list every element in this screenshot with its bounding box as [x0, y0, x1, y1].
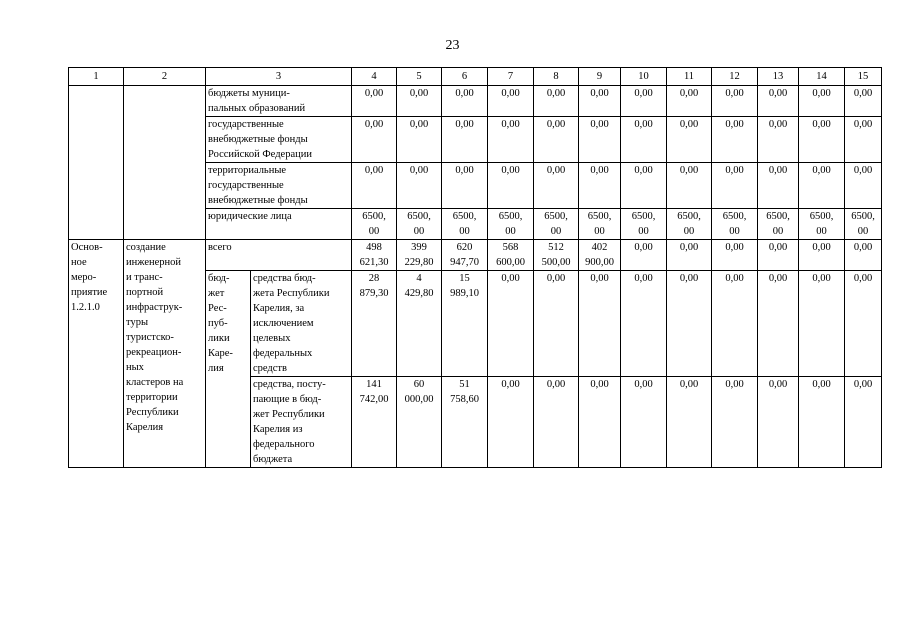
header-cell: 1	[69, 68, 124, 86]
value-cell: 620 947,70	[442, 240, 488, 271]
header-cell: 7	[488, 68, 534, 86]
total-label: всего	[206, 240, 352, 271]
value-cell: 6500, 00	[534, 209, 579, 240]
value-cell: 0,00	[442, 117, 488, 163]
header-cell: 11	[667, 68, 712, 86]
row-total	[69, 240, 882, 271]
value-cell: 0,00	[799, 377, 845, 468]
value-cell: 0,00	[799, 240, 845, 271]
value-cell: 0,00	[579, 271, 621, 377]
value-cell: 0,00	[758, 240, 799, 271]
value-cell: 0,00	[712, 377, 758, 468]
value-cell: 0,00	[534, 163, 579, 209]
source-label: бюджеты муници- пальных образований	[206, 86, 352, 117]
header-cell: 15	[845, 68, 882, 86]
value-cell: 0,00	[667, 240, 712, 271]
value-cell: 0,00	[352, 163, 397, 209]
value-cell: 0,00	[758, 271, 799, 377]
empty-cell	[69, 86, 124, 240]
header-cell: 5	[397, 68, 442, 86]
value-cell: 0,00	[667, 86, 712, 117]
value-cell: 6500, 00	[442, 209, 488, 240]
header-cell: 6	[442, 68, 488, 86]
header-cell: 2	[124, 68, 206, 86]
value-cell: 0,00	[579, 377, 621, 468]
header-cell: 8	[534, 68, 579, 86]
value-cell: 0,00	[534, 271, 579, 377]
value-cell: 0,00	[621, 86, 667, 117]
empty-cell	[124, 86, 206, 240]
value-cell: 0,00	[579, 117, 621, 163]
value-cell: 0,00	[621, 240, 667, 271]
value-cell: 6500, 00	[758, 209, 799, 240]
value-cell: 0,00	[488, 163, 534, 209]
value-cell: 0,00	[397, 86, 442, 117]
row-municipal	[69, 86, 882, 117]
value-cell: 0,00	[712, 240, 758, 271]
value-cell: 0,00	[667, 163, 712, 209]
value-cell: 0,00	[534, 377, 579, 468]
value-cell: 0,00	[352, 117, 397, 163]
value-cell: 0,00	[621, 377, 667, 468]
value-cell: 0,00	[397, 117, 442, 163]
value-cell: 0,00	[352, 86, 397, 117]
source-label: государственные внебюджетные фонды Российской Федерации	[206, 117, 352, 163]
value-cell: 0,00	[579, 163, 621, 209]
value-cell: 0,00	[712, 271, 758, 377]
value-cell: 6500, 00	[799, 209, 845, 240]
value-cell: 6500, 00	[397, 209, 442, 240]
value-cell: 0,00	[845, 240, 882, 271]
value-cell: 0,00	[488, 377, 534, 468]
value-cell: 0,00	[758, 117, 799, 163]
value-cell: 0,00	[621, 163, 667, 209]
value-cell: 399 229,80	[397, 240, 442, 271]
value-cell: 0,00	[845, 117, 882, 163]
value-cell: 141 742,00	[352, 377, 397, 468]
value-cell: 6500, 00	[845, 209, 882, 240]
value-cell: 0,00	[799, 163, 845, 209]
value-cell: 0,00	[758, 163, 799, 209]
source-label: территориальные государственные внебюджетные фонды	[206, 163, 352, 209]
value-cell: 0,00	[758, 86, 799, 117]
value-cell: 60 000,00	[397, 377, 442, 468]
activity-code: Основ- ное меро- приятие 1.2.1.0	[69, 240, 124, 468]
value-cell: 0,00	[667, 271, 712, 377]
source-label: средства, посту- пающие в бюд- жет Республики Карелия из федерального бюджета	[251, 377, 352, 468]
value-cell: 402 900,00	[579, 240, 621, 271]
value-cell: 0,00	[799, 271, 845, 377]
value-cell: 0,00	[667, 117, 712, 163]
value-cell: 0,00	[488, 271, 534, 377]
value-cell: 6500, 00	[712, 209, 758, 240]
value-cell: 28 879,30	[352, 271, 397, 377]
value-cell: 0,00	[397, 163, 442, 209]
value-cell: 0,00	[758, 377, 799, 468]
value-cell: 0,00	[845, 377, 882, 468]
header-cell: 10	[621, 68, 667, 86]
header-row	[69, 68, 882, 86]
value-cell: 0,00	[442, 86, 488, 117]
value-cell: 0,00	[712, 163, 758, 209]
budget-table	[68, 67, 882, 468]
value-cell: 0,00	[442, 163, 488, 209]
activity-name: создание инженерной и транс- портной инфраструк- туры туристско- рекреацион- ных кластеров на территории Республики Карелия	[124, 240, 206, 468]
budget-label: бюд- жет Рес- пуб- лики Каре- лия	[206, 271, 251, 468]
value-cell: 6500, 00	[621, 209, 667, 240]
value-cell: 0,00	[845, 271, 882, 377]
value-cell: 0,00	[799, 86, 845, 117]
value-cell: 51 758,60	[442, 377, 488, 468]
value-cell: 6500, 00	[667, 209, 712, 240]
header-cell: 9	[579, 68, 621, 86]
value-cell: 4 429,80	[397, 271, 442, 377]
value-cell: 15 989,10	[442, 271, 488, 377]
value-cell: 498 621,30	[352, 240, 397, 271]
value-cell: 0,00	[845, 163, 882, 209]
header-cell: 3	[206, 68, 352, 86]
value-cell: 0,00	[621, 117, 667, 163]
value-cell: 0,00	[534, 117, 579, 163]
value-cell: 0,00	[488, 117, 534, 163]
value-cell: 0,00	[712, 117, 758, 163]
value-cell: 0,00	[845, 86, 882, 117]
value-cell: 6500, 00	[488, 209, 534, 240]
header-cell: 4	[352, 68, 397, 86]
value-cell: 512 500,00	[534, 240, 579, 271]
value-cell: 6500, 00	[579, 209, 621, 240]
value-cell: 568 600,00	[488, 240, 534, 271]
header-cell: 14	[799, 68, 845, 86]
source-label: юридические лица	[206, 209, 352, 240]
header-cell: 12	[712, 68, 758, 86]
value-cell: 6500, 00	[352, 209, 397, 240]
value-cell: 0,00	[534, 86, 579, 117]
page-number: 23	[445, 38, 460, 53]
value-cell: 0,00	[712, 86, 758, 117]
value-cell: 0,00	[667, 377, 712, 468]
value-cell: 0,00	[488, 86, 534, 117]
value-cell: 0,00	[799, 117, 845, 163]
value-cell: 0,00	[579, 86, 621, 117]
source-label: средства бюд- жета Республики Карелия, за исключением целевых федеральных средств	[251, 271, 352, 377]
header-cell: 13	[758, 68, 799, 86]
value-cell: 0,00	[621, 271, 667, 377]
